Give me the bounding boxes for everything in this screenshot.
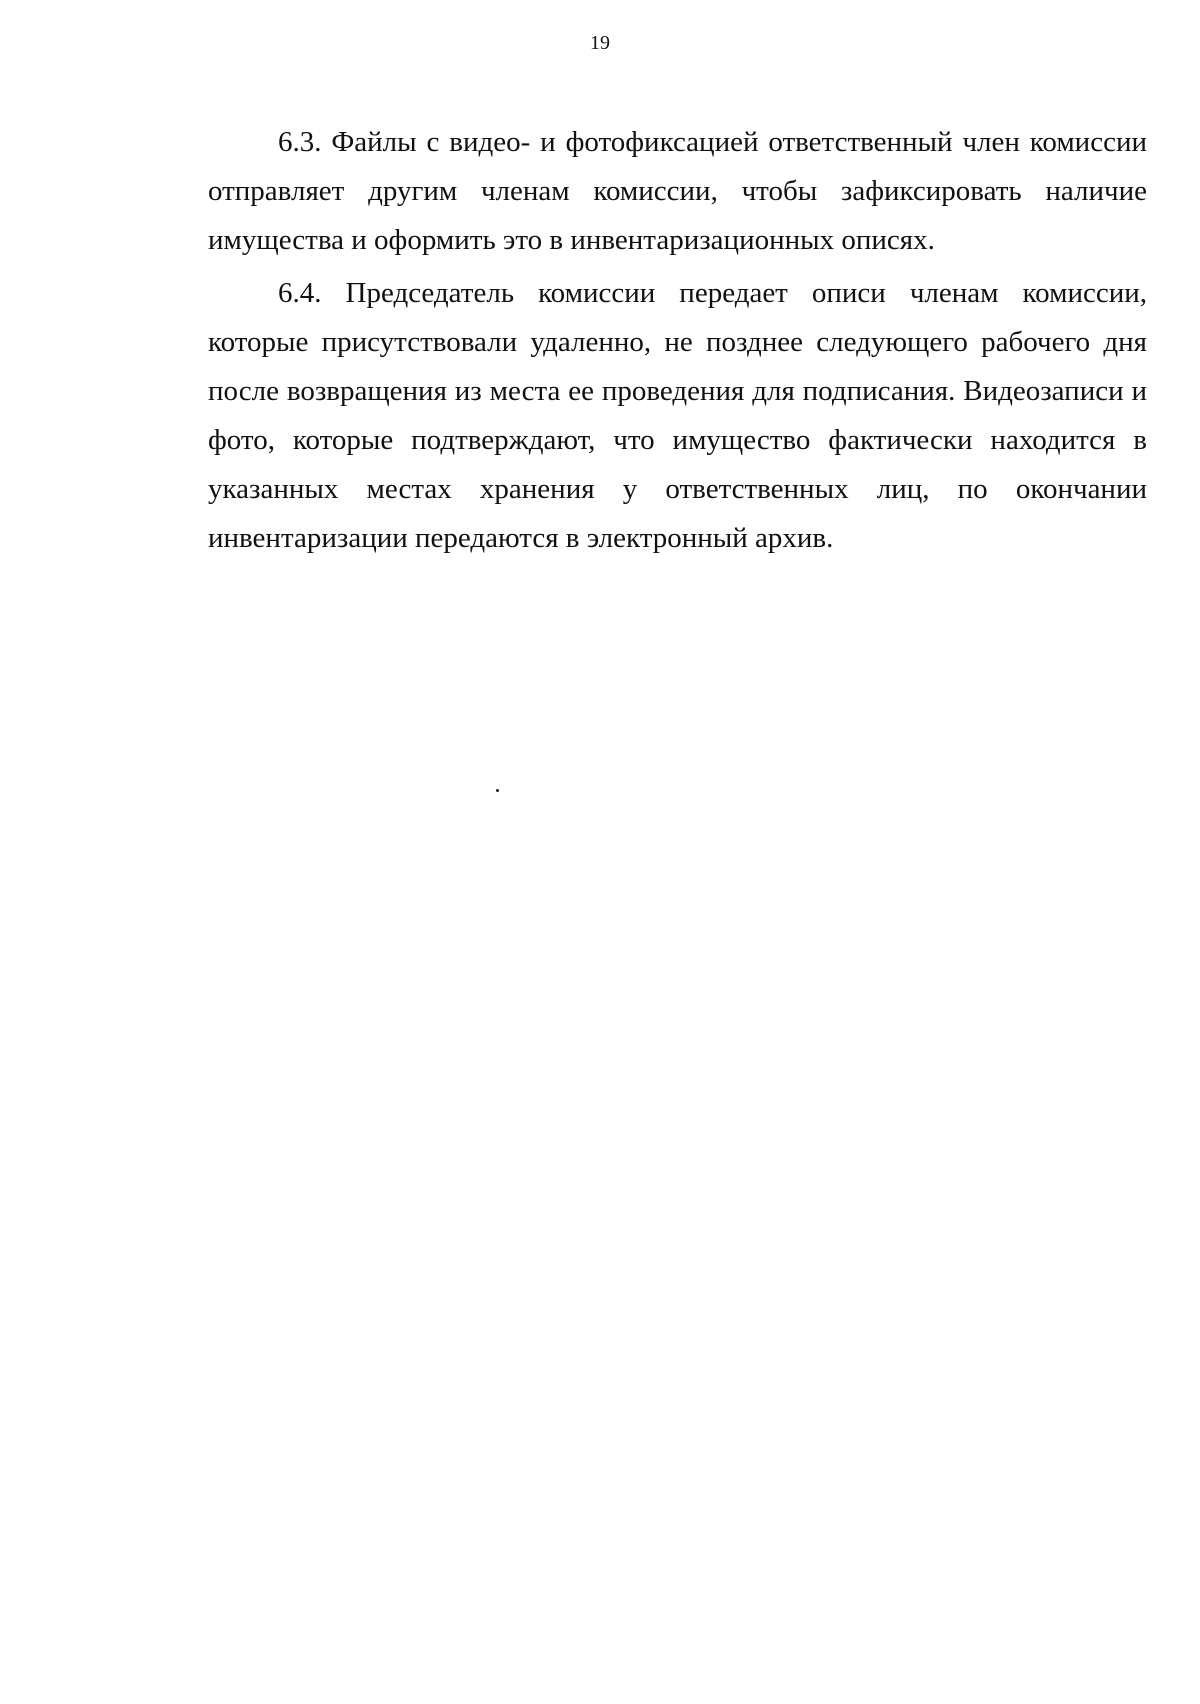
document-body (208, 118, 1147, 567)
paragraph-6-3: 6.3. Файлы с видео- и фотофиксацией ответственный член комиссии отправляет другим членам комиссии, чтобы зафиксировать наличие имущества и оформить это в инвентаризационных описях. (208, 126, 1147, 256)
paragraph-6-4: 6.4. Председатель комиссии передает описи членам комиссии, которые присутствовали удаленно, не позднее следующего рабочего дня после возвращения из места ее проведения для подписания. Видеозаписи и фото, которые подтверждают, что имущество фактически находится в указанных местах хранения у ответственных лиц, по окончании инвентаризации передаются в электронный архив. (208, 277, 1147, 554)
stray-dot-mark (496, 789, 499, 792)
page-number: 19 (590, 32, 610, 54)
